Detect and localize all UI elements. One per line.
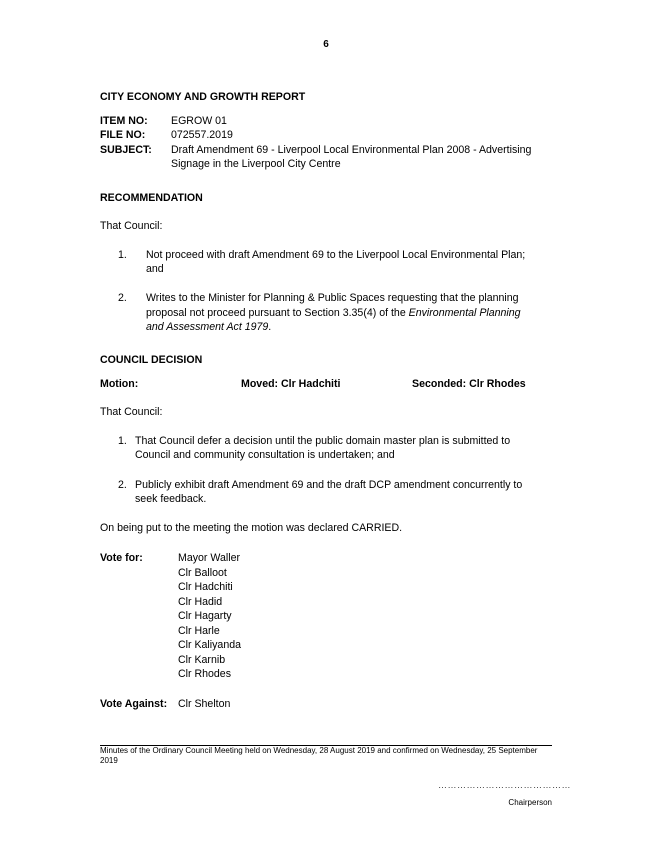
motion-label: Motion: <box>100 378 139 390</box>
vote-for-name: Clr Hadid <box>178 595 223 608</box>
vote-for-name: Clr Hadchiti <box>178 581 233 593</box>
act-name-part-1: Environmental Planning <box>408 307 521 319</box>
signature-line: …………………………………… <box>438 780 571 790</box>
recommendation-intro: That Council: <box>100 220 163 232</box>
moved-by: Moved: Clr Hadchiti <box>241 378 341 390</box>
decision-item-1-number: 1. <box>118 435 127 447</box>
minutes-note-line-2: 2019 <box>100 756 118 765</box>
item-label: ITEM NO: <box>100 115 148 127</box>
vote-against-name: Clr Shelton <box>178 698 231 710</box>
page-number: 6 <box>323 39 329 50</box>
seconded-by: Seconded: Clr Rhodes <box>412 378 526 390</box>
vote-for-name: Clr Hagarty <box>178 610 232 622</box>
recommendation-item-1-line-1: Not proceed with draft Amendment 69 to the Liverpool Local Environmental Plan; <box>146 249 526 261</box>
vote-for-name: Mayor Waller <box>178 552 241 564</box>
decision-item-1-line-1: That Council defer a decision until the public domain master plan is submitted to <box>135 435 511 447</box>
recommendation-item-2-line-2-text: proposal not proceed pursuant to Section 3.35(4) of the <box>146 307 409 319</box>
decision-item-2-line-2: seek feedback. <box>135 493 207 505</box>
item-value: EGROW 01 <box>171 115 227 127</box>
vote-for-name: Clr Harle <box>178 624 220 637</box>
act-name-part-2: and Assessment Act 1979 <box>146 321 269 333</box>
vote-for-name: Clr Balloot <box>178 566 227 579</box>
file-label: FILE NO: <box>100 129 146 141</box>
recommendation-item-1-line-2: and <box>146 263 164 275</box>
recommendation-item-2-line-3 <box>146 320 271 335</box>
vote-for-list <box>178 551 241 682</box>
vote-for-name: Clr Rhodes <box>178 668 231 680</box>
decision-item-2-number: 2. <box>118 479 127 491</box>
subject-line-2: Signage in the Liverpool City Centre <box>171 158 341 170</box>
minutes-note-line-1: Minutes of the Ordinary Council Meeting held on Wednesday, 28 August 2019 and confirmed on Wednesday, 25 September <box>100 746 538 755</box>
subject-label: SUBJECT: <box>100 144 152 156</box>
recommendation-item-2-line-2 <box>146 306 552 321</box>
council-decision-heading: COUNCIL DECISION <box>100 354 203 366</box>
vote-against-label: Vote Against: <box>100 698 168 710</box>
recommendation-item-1-number: 1. <box>118 249 127 261</box>
decision-intro: That Council: <box>100 406 163 418</box>
recommendation-heading: RECOMMENDATION <box>100 192 203 204</box>
decision-item-1-line-2: Council and community consultation is undertaken; and <box>135 449 395 461</box>
motion-result: On being put to the meeting the motion was declared CARRIED. <box>100 522 403 534</box>
subject-line-1: Draft Amendment 69 - Liverpool Local Environmental Plan 2008 - Advertising <box>171 144 532 156</box>
recommendation-item-2-line-1: Writes to the Minister for Planning & Public Spaces requesting that the planning <box>146 292 519 304</box>
recommendation-item-2-number: 2. <box>118 292 127 304</box>
file-value: 072557.2019 <box>171 129 233 141</box>
vote-for-name: Clr Karnib <box>178 653 226 666</box>
act-period: . <box>268 321 272 333</box>
vote-for-label: Vote for: <box>100 552 143 564</box>
report-title: CITY ECONOMY AND GROWTH REPORT <box>100 91 306 103</box>
chairperson-label: Chairperson <box>508 798 552 807</box>
vote-for-name: Clr Kaliyanda <box>178 639 242 651</box>
decision-item-2-line-1: Publicly exhibit draft Amendment 69 and the draft DCP amendment concurrently to <box>135 479 523 491</box>
